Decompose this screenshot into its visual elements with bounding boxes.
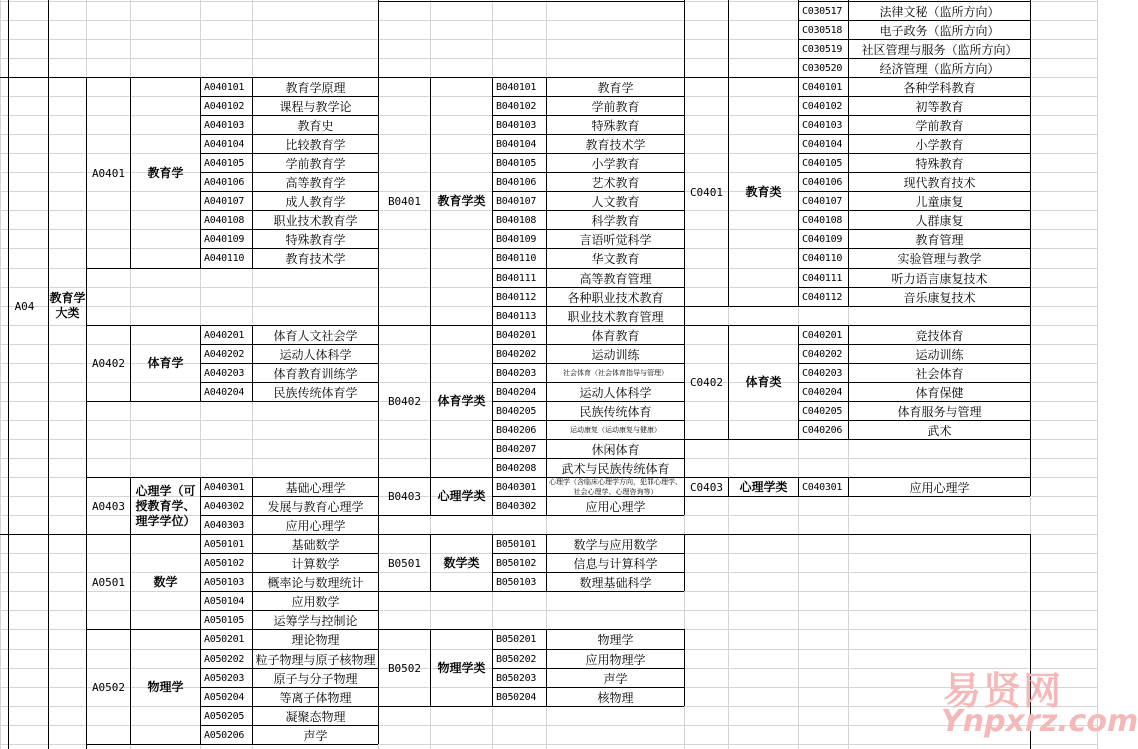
- border-line: [546, 477, 547, 515]
- border-line: [48, 0, 49, 77]
- border-line: [378, 515, 492, 516]
- b0403-name-cell[interactable]: 应用心理学: [585, 499, 646, 514]
- b0403-group-code[interactable]: B0403: [387, 490, 422, 503]
- border-line: [200, 744, 378, 745]
- a0502-code-cell[interactable]: A050204: [204, 691, 245, 703]
- c0401-group-name[interactable]: 教育类: [745, 184, 782, 199]
- border-line: [492, 706, 684, 707]
- a0402-name-cell[interactable]: 运动人体科学: [279, 347, 352, 362]
- a0502-group-code[interactable]: A0502: [91, 680, 126, 694]
- a0401-name-cell[interactable]: 教育技术学: [285, 252, 346, 266]
- b0501-name-cell[interactable]: 信息与计算科学: [573, 556, 658, 571]
- border-line: [798, 439, 1030, 440]
- watermark-text: 易贤网: [943, 668, 1064, 713]
- b0401-code-cell[interactable]: B040106: [496, 176, 537, 188]
- b0502-group-code[interactable]: B0502: [387, 661, 422, 675]
- border-line: [684, 306, 798, 307]
- a0501-name-cell[interactable]: 概率论与数理统计: [267, 575, 364, 590]
- a0402-name-cell[interactable]: 体育教育训练学: [273, 366, 358, 381]
- c-name-cell[interactable]: 经济管理（监所方向）: [879, 61, 1000, 76]
- b0401-code-cell[interactable]: B040111: [496, 272, 537, 284]
- a0402-code-cell[interactable]: A040204: [204, 386, 245, 398]
- c0401-name-cell[interactable]: 儿童康复: [915, 194, 964, 209]
- c0401-code-cell[interactable]: C040111: [802, 272, 843, 284]
- b0401-name-cell[interactable]: 各种职业技术教育: [567, 290, 664, 305]
- category-name-a04[interactable]: 教育学大类: [49, 291, 86, 320]
- border-line: [378, 706, 492, 707]
- a0403-name-cell[interactable]: 发展与教育心理学: [267, 499, 364, 514]
- c0402-name-cell[interactable]: 社会体育: [915, 366, 964, 381]
- a0401-code-cell[interactable]: A040108: [204, 214, 245, 226]
- border-line: [252, 629, 253, 744]
- a0502-code-cell[interactable]: A050201: [204, 634, 245, 645]
- border-line: [86, 268, 200, 269]
- c0401-name-cell[interactable]: 音乐康复技术: [903, 290, 976, 305]
- border-line: [200, 629, 201, 744]
- c0401-code-cell[interactable]: C040109: [802, 233, 843, 245]
- c-code-cell[interactable]: C030517: [802, 5, 843, 17]
- a0401-name-cell[interactable]: 课程与教学论: [279, 99, 352, 114]
- border-line: [200, 325, 201, 401]
- c0401-code-cell[interactable]: C040101: [802, 81, 843, 93]
- a0401-group-code[interactable]: A0401: [91, 166, 126, 180]
- c0401-code-cell[interactable]: C040102: [802, 100, 843, 112]
- b0403-code-cell[interactable]: B040302: [496, 500, 537, 512]
- b0501-name-cell[interactable]: 数理基础科学: [579, 575, 652, 590]
- b0402-code-cell[interactable]: B040207: [496, 443, 537, 455]
- a0401-name-cell[interactable]: 教育学原理: [285, 80, 346, 95]
- b0402-group-name[interactable]: 体育学类: [437, 394, 486, 408]
- c-name-cell[interactable]: 法律文秘（监所方向）: [879, 4, 1000, 19]
- c-code-cell[interactable]: C030518: [802, 24, 843, 36]
- a0403-code-cell[interactable]: A040301: [204, 481, 245, 493]
- a0401-name-cell[interactable]: 比较教育学: [285, 137, 346, 152]
- border-line: [798, 306, 1030, 307]
- c0401-code-cell[interactable]: C040104: [802, 138, 843, 150]
- border-line: [378, 591, 492, 592]
- border-line: [684, 496, 798, 497]
- b0501-code-cell[interactable]: B050103: [496, 576, 537, 588]
- border-line: [798, 58, 1030, 59]
- b0402-code-cell[interactable]: B040202: [496, 348, 537, 360]
- b0502-code-cell[interactable]: B050201: [496, 634, 537, 645]
- b0501-group-code[interactable]: B0501: [387, 556, 422, 570]
- border-line: [798, 1, 1030, 2]
- a0501-code-cell[interactable]: A050104: [204, 595, 245, 607]
- b0401-name-cell[interactable]: 华文教育: [591, 252, 640, 266]
- border-line: [1030, 325, 1031, 439]
- border-line: [200, 268, 378, 269]
- b0402-code-cell[interactable]: B040205: [496, 405, 537, 417]
- a0502-group-name[interactable]: 物理学: [147, 679, 184, 694]
- a0501-name-cell[interactable]: 应用数学: [291, 594, 340, 609]
- a0501-group-code[interactable]: A0501: [91, 575, 126, 589]
- a0502-name-cell[interactable]: 声学: [303, 728, 328, 743]
- a0403-name-cell[interactable]: 基础心理学: [285, 480, 346, 495]
- b0402-name-cell[interactable]: 运动训练: [591, 347, 640, 362]
- border-line: [252, 325, 253, 401]
- c0401-group-code[interactable]: C0401: [689, 185, 724, 199]
- b0402-name-cell[interactable]: 体育教育: [591, 328, 640, 343]
- b0401-name-cell[interactable]: 言语听觉科学: [579, 232, 652, 247]
- c0403-name-cell[interactable]: 应用心理学: [909, 480, 970, 495]
- border-line: [546, 629, 547, 706]
- b0502-name-cell[interactable]: 声学: [603, 671, 628, 686]
- a0502-name-cell[interactable]: 凝聚态物理: [285, 709, 346, 724]
- b0502-name-cell[interactable]: 物理学: [597, 633, 634, 647]
- c-code-cell[interactable]: C030519: [802, 43, 843, 55]
- b0401-name-cell[interactable]: 教育学: [597, 80, 634, 95]
- b0402-name-cell[interactable]: 社会体育（社会体育指导与管理）: [563, 369, 668, 377]
- b0403-code-cell[interactable]: B040301: [496, 481, 537, 493]
- a0502-code-cell[interactable]: A050206: [204, 729, 245, 741]
- border-line: [492, 477, 493, 515]
- a0403-name-cell[interactable]: 应用心理学: [285, 518, 346, 533]
- a0502-code-cell[interactable]: A050202: [204, 653, 245, 665]
- a0401-code-cell[interactable]: A040104: [204, 138, 245, 150]
- a0501-name-cell[interactable]: 基础数学: [291, 537, 340, 552]
- c0402-code-cell[interactable]: C040202: [802, 348, 843, 360]
- border-line: [848, 477, 849, 496]
- b0402-code-cell[interactable]: B040204: [496, 386, 537, 398]
- border-line: [200, 534, 201, 629]
- b0402-code-cell[interactable]: B040203: [496, 367, 537, 379]
- border-line: [1030, 306, 1031, 325]
- c0402-name-cell[interactable]: 武术: [927, 423, 952, 438]
- b0402-name-cell[interactable]: 民族传统体育: [579, 404, 652, 419]
- b0402-name-cell[interactable]: 休闲体育: [591, 442, 640, 457]
- b0502-name-cell[interactable]: 应用物理学: [585, 652, 646, 667]
- a0401-group-name[interactable]: 教育学: [147, 165, 184, 180]
- b0402-code-cell[interactable]: B040201: [496, 329, 537, 341]
- c0403-code-cell[interactable]: C040301: [802, 481, 843, 493]
- border-line: [546, 77, 547, 325]
- b0501-code-cell[interactable]: B050101: [496, 538, 537, 550]
- c0401-name-cell[interactable]: 特殊教育: [915, 156, 964, 171]
- a0401-code-cell[interactable]: A040102: [204, 100, 245, 112]
- a0501-name-cell[interactable]: 运筹学与控制论: [273, 613, 358, 628]
- border-line: [252, 77, 253, 268]
- category-code-a04[interactable]: A04: [14, 299, 35, 313]
- c0402-name-cell[interactable]: 竞技体育: [915, 328, 964, 343]
- border-line: [492, 629, 493, 706]
- b0501-name-cell[interactable]: 数学与应用数学: [573, 537, 658, 552]
- b0401-group-code[interactable]: B0401: [387, 195, 422, 208]
- a0401-name-cell[interactable]: 学前教育学: [285, 156, 346, 171]
- a0502-name-cell[interactable]: 理论物理: [291, 633, 340, 647]
- b0401-code-cell[interactable]: B040109: [496, 233, 537, 245]
- c0402-code-cell[interactable]: C040201: [802, 329, 843, 341]
- c0401-name-cell[interactable]: 学前教育: [915, 118, 964, 133]
- border-line: [8, 534, 9, 749]
- border-line: [684, 534, 685, 591]
- border-line: [848, 0, 849, 77]
- a0401-code-cell[interactable]: A040101: [204, 81, 245, 93]
- border-line: [848, 325, 849, 439]
- c0402-name-cell[interactable]: 体育保健: [915, 385, 964, 400]
- b0502-code-cell[interactable]: B050204: [496, 691, 537, 703]
- b0401-code-cell[interactable]: B040102: [496, 100, 537, 112]
- a0502-name-cell[interactable]: 粒子物理与原子核物理: [255, 652, 376, 667]
- a0401-code-cell[interactable]: A040106: [204, 176, 245, 188]
- a0501-name-cell[interactable]: 计算数学: [291, 556, 340, 571]
- border-line: [728, 0, 729, 77]
- b0403-name-cell[interactable]: 心理学（含临床心理学方向，犯罪心理学、社会心理学、心理咨询等）: [549, 478, 682, 496]
- b0401-code-cell[interactable]: B040108: [496, 214, 537, 226]
- border-line: [252, 534, 253, 629]
- b0401-name-cell[interactable]: 高等教育管理: [579, 271, 652, 286]
- c-name-cell[interactable]: 社区管理与服务（监所方向）: [861, 42, 1018, 57]
- b0401-code-cell[interactable]: B040105: [496, 157, 537, 169]
- a0501-code-cell[interactable]: A050105: [204, 614, 245, 626]
- border-line: [492, 591, 684, 592]
- a0402-code-cell[interactable]: A040203: [204, 367, 245, 379]
- b0502-code-cell[interactable]: B050202: [496, 653, 537, 665]
- a0401-name-cell[interactable]: 职业技术教育学: [273, 213, 358, 228]
- border-line: [200, 401, 378, 402]
- b0401-name-cell[interactable]: 学前教育: [591, 99, 640, 114]
- border-line: [798, 325, 799, 439]
- b0401-code-cell[interactable]: B040101: [496, 81, 537, 93]
- b0401-code-cell[interactable]: B040113: [496, 310, 537, 322]
- grid-line: [1097, 0, 1098, 749]
- watermark-url: Ynpxrz.com: [941, 704, 1138, 739]
- a0401-name-cell[interactable]: 高等教育学: [285, 175, 346, 190]
- c0402-name-cell[interactable]: 运动训练: [915, 347, 964, 362]
- border-line: [252, 477, 253, 534]
- a0401-code-cell[interactable]: A040107: [204, 195, 245, 207]
- border-line: [1030, 0, 1031, 77]
- border-line: [546, 534, 547, 591]
- b0402-name-cell[interactable]: 运动康复（运动康复与健康）: [570, 426, 661, 434]
- c0401-code-cell[interactable]: C040110: [802, 253, 843, 264]
- a0402-code-cell[interactable]: A040202: [204, 348, 245, 360]
- a0401-code-cell[interactable]: A040103: [204, 119, 245, 131]
- a0403-group-name[interactable]: 心理学（可授教育学、理学学位）: [135, 483, 196, 528]
- b0402-group-code[interactable]: B0402: [387, 395, 422, 408]
- c0402-code-cell[interactable]: C040206: [802, 424, 843, 436]
- b0401-code-cell[interactable]: B040107: [496, 195, 537, 207]
- c0401-name-cell[interactable]: 实验管理与教学: [897, 252, 982, 266]
- c0401-name-cell[interactable]: 人群康复: [915, 213, 964, 228]
- c0401-name-cell[interactable]: 各种学科教育: [903, 80, 976, 95]
- border-line: [86, 401, 200, 402]
- border-line: [48, 534, 49, 749]
- border-line: [492, 325, 493, 477]
- border-line: [546, 325, 547, 477]
- border-line: [798, 39, 1030, 40]
- a0501-group-name[interactable]: 数学: [153, 574, 178, 589]
- c0401-name-cell[interactable]: 初等教育: [915, 99, 964, 114]
- c0401-code-cell[interactable]: C040108: [802, 214, 843, 226]
- c0403-group-name[interactable]: 心理学类: [739, 479, 788, 494]
- border-line: [848, 77, 849, 306]
- border-line: [684, 629, 685, 706]
- c0401-code-cell[interactable]: C040106: [802, 176, 843, 188]
- border-line: [8, 0, 9, 77]
- b0401-name-cell[interactable]: 艺术教育: [591, 175, 640, 190]
- a0401-code-cell[interactable]: A040109: [204, 233, 245, 245]
- border-line: [1030, 77, 1031, 306]
- border-line: [200, 477, 201, 534]
- b0401-name-cell[interactable]: 特殊教育: [591, 118, 640, 133]
- c0402-code-cell[interactable]: C040205: [802, 405, 843, 417]
- c0401-name-cell[interactable]: 听力语言康复技术: [891, 271, 988, 286]
- c-code-cell[interactable]: C030520: [802, 62, 843, 74]
- a0502-code-cell[interactable]: A050203: [204, 672, 245, 684]
- c0402-group-code[interactable]: C0402: [689, 376, 724, 389]
- border-line: [378, 0, 379, 77]
- a0401-name-cell[interactable]: 成人教育学: [285, 194, 346, 209]
- c0401-name-cell[interactable]: 现代教育技术: [903, 175, 976, 190]
- b0502-name-cell[interactable]: 核物理: [597, 690, 634, 705]
- b0401-code-cell[interactable]: B040104: [496, 138, 537, 150]
- a0501-code-cell[interactable]: A050103: [204, 576, 245, 588]
- border-line: [492, 534, 493, 591]
- b0402-name-cell[interactable]: 武术与民族传统体育: [561, 461, 670, 476]
- b0401-name-cell[interactable]: 人文教育: [591, 194, 640, 209]
- a0401-name-cell[interactable]: 特殊教育学: [285, 232, 346, 247]
- a0401-code-cell[interactable]: A040110: [204, 253, 245, 264]
- c0401-name-cell[interactable]: 教育管理: [915, 232, 964, 247]
- a0402-group-code[interactable]: A0402: [91, 357, 126, 370]
- border-line: [1030, 439, 1031, 496]
- border-line: [378, 1, 684, 2]
- border-line: [492, 77, 493, 325]
- border-line: [798, 77, 799, 306]
- border-line: [798, 496, 1030, 497]
- border-line: [798, 477, 799, 496]
- a0403-code-cell[interactable]: A040303: [204, 519, 245, 531]
- border-line: [200, 77, 201, 268]
- border-line: [684, 439, 798, 440]
- b0403-group-name[interactable]: 心理学类: [437, 489, 486, 503]
- a0502-name-cell[interactable]: 等离子体物理: [279, 690, 352, 705]
- a0403-code-cell[interactable]: A040302: [204, 500, 245, 512]
- border-line: [684, 0, 685, 77]
- border-line: [492, 515, 684, 516]
- c0402-group-name[interactable]: 体育类: [745, 375, 782, 389]
- a0501-code-cell[interactable]: A050102: [204, 557, 245, 569]
- b0402-code-cell[interactable]: B040208: [496, 462, 537, 474]
- c0401-code-cell[interactable]: C040112: [802, 291, 843, 303]
- a0502-name-cell[interactable]: 原子与分子物理: [273, 671, 358, 686]
- b0401-group-name[interactable]: 教育学类: [437, 194, 486, 208]
- c0403-group-code[interactable]: C0403: [689, 480, 724, 494]
- a0502-code-cell[interactable]: A050205: [204, 710, 245, 722]
- c0402-name-cell[interactable]: 体育服务与管理: [897, 404, 982, 419]
- a0402-group-name[interactable]: 体育学: [147, 356, 184, 370]
- b0501-code-cell[interactable]: B050102: [496, 557, 537, 569]
- a0402-name-cell[interactable]: 民族传统体育学: [273, 385, 358, 400]
- c0401-code-cell[interactable]: C040107: [802, 195, 843, 207]
- b0401-code-cell[interactable]: B040103: [496, 119, 537, 131]
- border-line: [86, 744, 200, 745]
- b0402-name-cell[interactable]: 运动人体科学: [579, 385, 652, 400]
- c0401-code-cell[interactable]: C040103: [802, 119, 843, 131]
- a0402-code-cell[interactable]: A040201: [204, 329, 245, 341]
- b0502-group-name[interactable]: 物理学类: [437, 660, 486, 675]
- c0401-name-cell[interactable]: 小学教育: [915, 137, 964, 152]
- b0501-group-name[interactable]: 数学类: [443, 555, 480, 570]
- border-line: [1030, 534, 1031, 749]
- a0401-code-cell[interactable]: A040105: [204, 157, 245, 169]
- b0401-name-cell[interactable]: 教育技术学: [585, 137, 646, 152]
- c0402-code-cell[interactable]: C040203: [802, 367, 843, 379]
- border-line: [798, 0, 799, 77]
- b0401-name-cell[interactable]: 科学教育: [591, 213, 640, 228]
- c0402-code-cell[interactable]: C040204: [802, 386, 843, 398]
- c0401-code-cell[interactable]: C040105: [802, 157, 843, 169]
- border-line: [798, 20, 1030, 21]
- c-name-cell[interactable]: 电子政务（监所方向）: [879, 23, 1000, 38]
- a0402-name-cell[interactable]: 体育人文社会学: [273, 328, 358, 343]
- b0502-code-cell[interactable]: B050203: [496, 672, 537, 684]
- b0401-name-cell[interactable]: 职业技术教育管理: [567, 309, 664, 324]
- b0402-code-cell[interactable]: B040206: [496, 424, 537, 436]
- a0401-name-cell[interactable]: 教育史: [297, 118, 334, 133]
- b0401-name-cell[interactable]: 小学教育: [591, 156, 640, 171]
- b0401-code-cell[interactable]: B040110: [496, 253, 537, 264]
- a0501-code-cell[interactable]: A050101: [204, 538, 245, 550]
- b0401-code-cell[interactable]: B040112: [496, 291, 537, 303]
- a0403-group-code[interactable]: A0403: [91, 499, 126, 513]
